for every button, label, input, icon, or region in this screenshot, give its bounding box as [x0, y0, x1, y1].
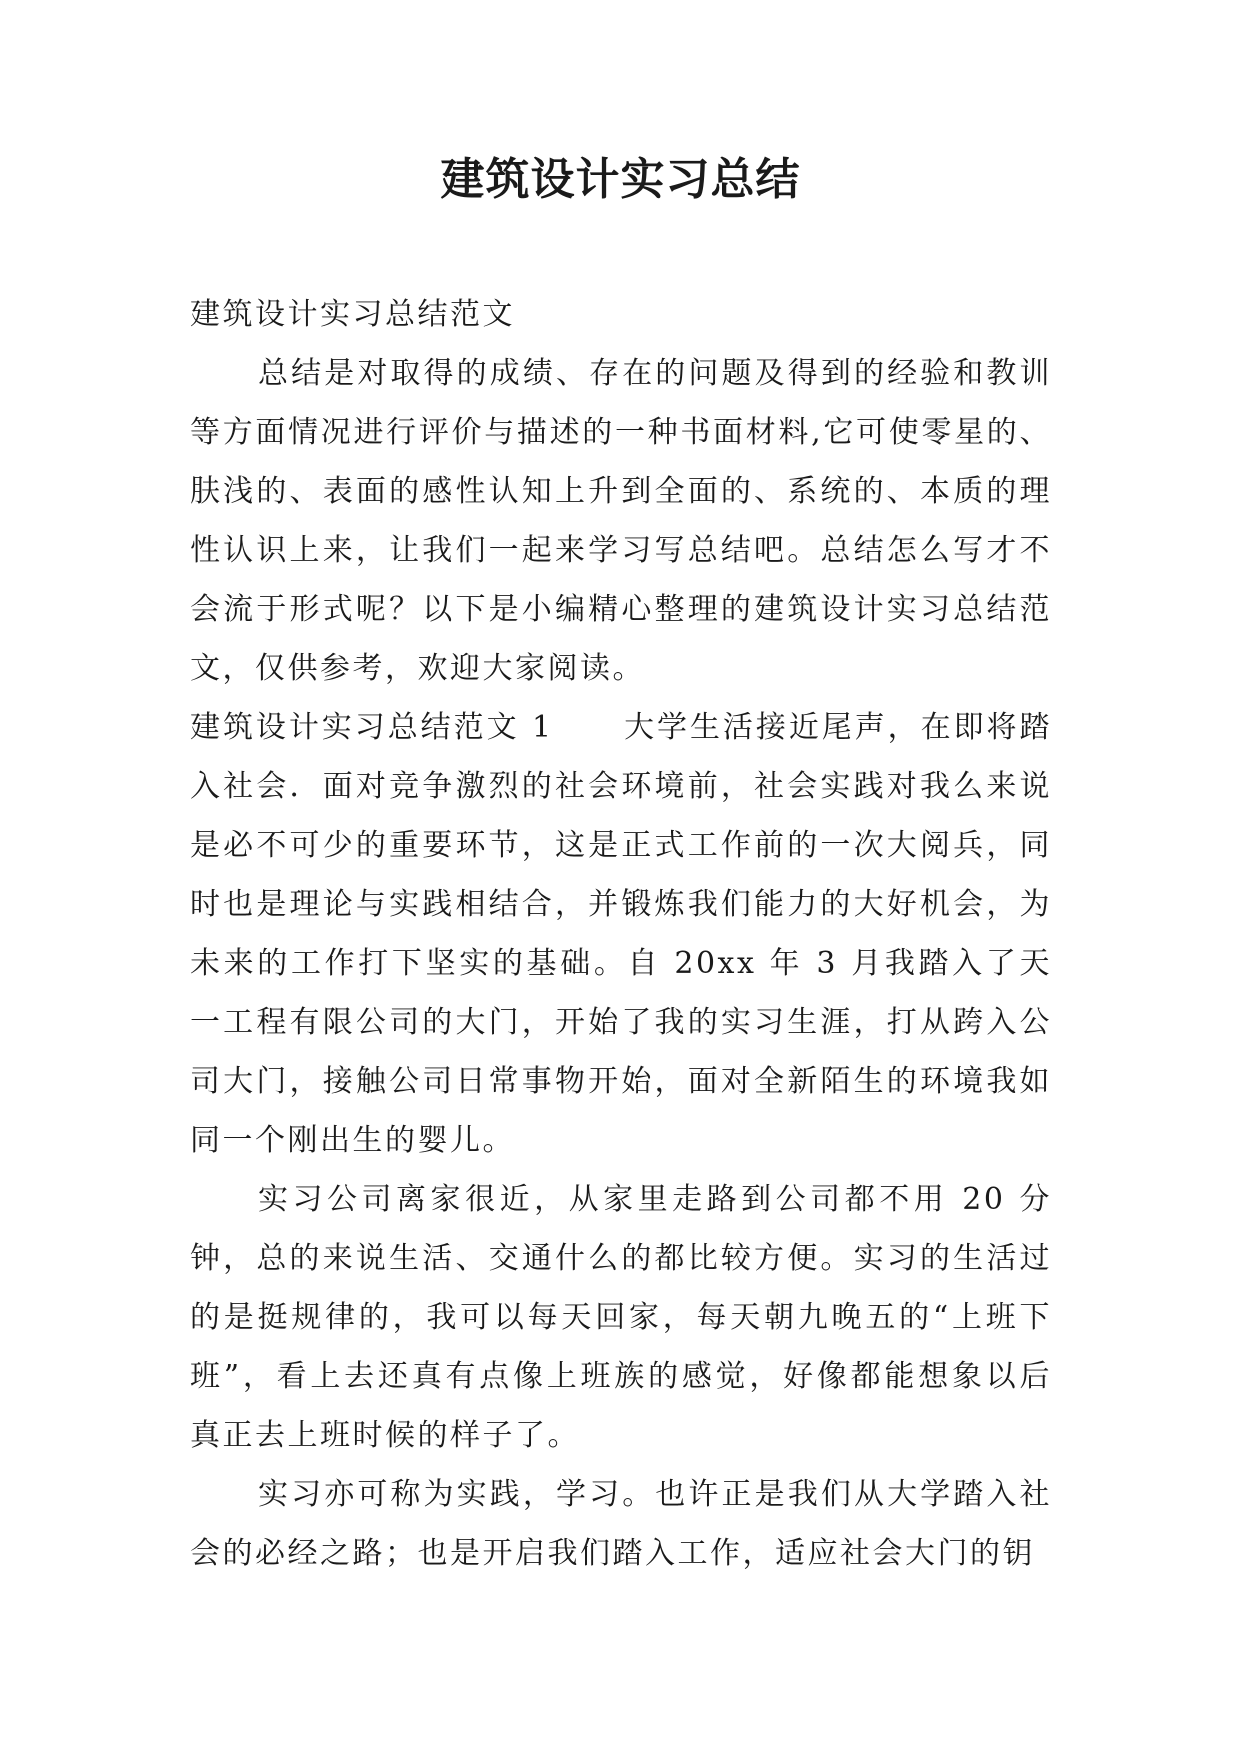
document-subtitle: 建筑设计实习总结范文	[190, 297, 515, 332]
paragraph-2: 实习公司离家很近，从家里走路到公司都不用 20 分钟，总的来说生活、交通什么的都比较方便。实习的生活过的是挺规律的，我可以每天回家，每天朝九晚五的“上班下班”，看上去还真有点像上班族的感觉，好像都能想象以后真正去上班时候的样子了。	[190, 1182, 1052, 1453]
section1-paragraph	[190, 698, 1052, 1170]
document-body	[190, 285, 1052, 1583]
intro-paragraph: 总结是对取得的成绩、存在的问题及得到的经验和教训等方面情况进行评价与描述的一种书面材料,它可使零星的、肤浅的、表面的感性认知上升到全面的、系统的、本质的理性认识上来，让我们一起来学习写总结吧。总结怎么写才不会流于形式呢？以下是小编精心整理的建筑设计实习总结范文，仅供参考，欢迎大家阅读。	[190, 356, 1052, 686]
section1-text: 大学生活接近尾声，在即将踏入社会．面对竞争激烈的社会环境前，社会实践对我么来说是必不可少的重要环节，这是正式工作前的一次大阅兵，同时也是理论与实践相结合，并锻炼我们能力的大好机会，为未来的工作打下坚实的基础。自 20xx 年 3 月我踏入了天一工程有限公司的大门，开始了我的实习生涯，打从跨入公司大门，接触公司日常事物开始，面对全新陌生的环境我如同一个刚出生的婴儿。	[190, 710, 1052, 1158]
section1-heading: 建筑设计实习总结范文 1	[190, 710, 554, 745]
paragraph-3: 实习亦可称为实践，学习。也许正是我们从大学踏入社会的必经之路；也是开启我们踏入工作，适应社会大门的钥	[190, 1477, 1052, 1571]
document-title: 建筑设计实习总结	[440, 154, 801, 205]
